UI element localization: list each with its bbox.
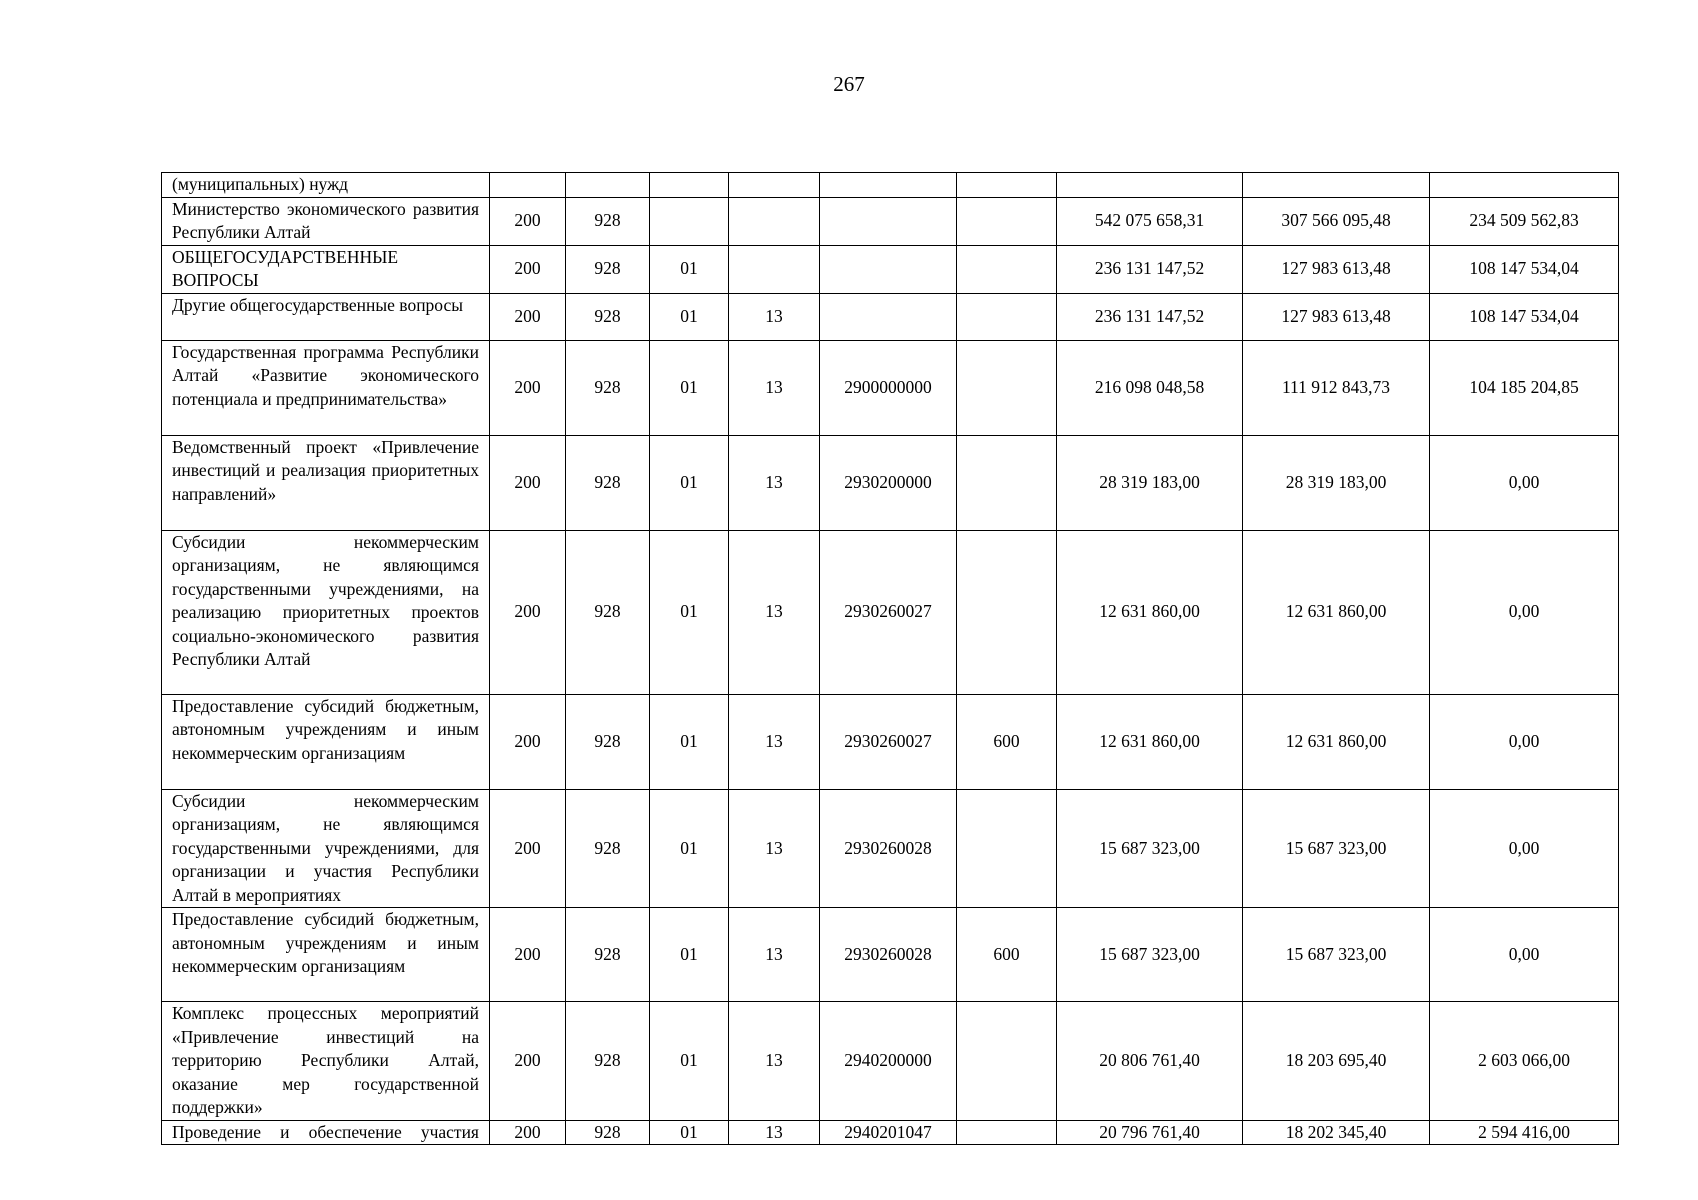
cell-section: 01 [650,694,729,789]
cell-expense-type [957,293,1057,340]
cell-amount-3: 0,00 [1430,435,1619,530]
cell-amount-2: 18 202 345,40 [1243,1120,1430,1145]
cell-subsection: 13 [729,293,820,340]
cell-amount-2: 15 687 323,00 [1243,789,1430,908]
cell-amount-total: 236 131 147,52 [1057,245,1243,293]
cell-expense-type [957,340,1057,435]
cell-section: 01 [650,435,729,530]
cell-target-article [820,197,957,245]
cell-amount-3: 0,00 [1430,908,1619,1002]
cell-target-article: 2930260027 [820,530,957,694]
cell-amount-3: 234 509 562,83 [1430,197,1619,245]
cell-code: 200 [490,789,566,908]
cell-section: 01 [650,340,729,435]
budget-table [161,172,1619,1145]
cell-ministry: 928 [566,1120,650,1145]
row-name: ОБЩЕГОСУДАРСТВЕННЫЕ ВОПРОСЫ [162,245,490,293]
table-row [162,197,1619,245]
cell-subsection: 13 [729,908,820,1002]
cell-expense-type [957,197,1057,245]
cell-ministry: 928 [566,789,650,908]
cell-code: 200 [490,694,566,789]
cell-subsection: 13 [729,340,820,435]
table-row [162,435,1619,530]
cell-subsection [729,173,820,198]
cell-section: 01 [650,1120,729,1145]
cell-ministry: 928 [566,197,650,245]
cell-amount-3: 108 147 534,04 [1430,293,1619,340]
row-name: Субсидии некоммерческим организациям, не являющимся государственными учреждениями, для организации и участия Республики Алтай в мероприятиях [162,789,490,908]
cell-amount-total: 12 631 860,00 [1057,694,1243,789]
cell-code: 200 [490,435,566,530]
row-name: Министерство экономического развития Республики Алтай [162,197,490,245]
table-row [162,1002,1619,1121]
cell-subsection [729,245,820,293]
cell-amount-total: 20 806 761,40 [1057,1002,1243,1121]
cell-amount-total: 216 098 048,58 [1057,340,1243,435]
cell-amount-total: 542 075 658,31 [1057,197,1243,245]
cell-code: 200 [490,1002,566,1121]
cell-amount-total: 12 631 860,00 [1057,530,1243,694]
cell-target-article: 2930260028 [820,908,957,1002]
cell-amount-3: 104 185 204,85 [1430,340,1619,435]
table-row [162,1120,1619,1145]
cell-expense-type [957,1120,1057,1145]
cell-target-article [820,245,957,293]
cell-section [650,197,729,245]
cell-target-article [820,293,957,340]
row-name: Предоставление субсидий бюджетным, автономным учреждениям и иным некоммерческим организациям [162,908,490,1002]
cell-section: 01 [650,789,729,908]
cell-amount-2: 127 983 613,48 [1243,245,1430,293]
cell-amount-3: 0,00 [1430,530,1619,694]
cell-expense-type: 600 [957,694,1057,789]
cell-amount-2: 307 566 095,48 [1243,197,1430,245]
cell-code [490,173,566,198]
cell-amount-total: 15 687 323,00 [1057,908,1243,1002]
cell-amount-3: 0,00 [1430,789,1619,908]
cell-expense-type: 600 [957,908,1057,1002]
row-name: Предоставление субсидий бюджетным, автономным учреждениям и иным некоммерческим организациям [162,694,490,789]
cell-subsection: 13 [729,1002,820,1121]
cell-subsection: 13 [729,694,820,789]
cell-ministry: 928 [566,1002,650,1121]
table-row [162,789,1619,908]
cell-amount-2: 12 631 860,00 [1243,694,1430,789]
cell-amount-2: 18 203 695,40 [1243,1002,1430,1121]
row-name: Ведомственный проект «Привлечение инвестиций и реализация приоритетных направлений» [162,435,490,530]
cell-target-article: 2930260027 [820,694,957,789]
cell-target-article: 2930200000 [820,435,957,530]
row-name: Проведение и обеспечение участия [162,1120,490,1145]
cell-section: 01 [650,530,729,694]
cell-section: 01 [650,293,729,340]
cell-target-article: 2930260028 [820,789,957,908]
cell-subsection [729,197,820,245]
cell-target-article [820,173,957,198]
cell-ministry [566,173,650,198]
cell-expense-type [957,1002,1057,1121]
cell-amount-3: 2 603 066,00 [1430,1002,1619,1121]
cell-amount-2: 127 983 613,48 [1243,293,1430,340]
table-row [162,694,1619,789]
page-number: 267 [833,72,865,96]
cell-code: 200 [490,908,566,1002]
cell-ministry: 928 [566,530,650,694]
row-name: Другие общегосударственные вопросы [162,293,490,340]
cell-amount-2: 15 687 323,00 [1243,908,1430,1002]
cell-expense-type [957,435,1057,530]
cell-expense-type [957,173,1057,198]
cell-amount-3 [1430,173,1619,198]
cell-section: 01 [650,245,729,293]
cell-amount-2 [1243,173,1430,198]
cell-code: 200 [490,293,566,340]
cell-code: 200 [490,1120,566,1145]
cell-target-article: 2900000000 [820,340,957,435]
table-row [162,173,1619,198]
cell-target-article: 2940201047 [820,1120,957,1145]
cell-section [650,173,729,198]
cell-subsection: 13 [729,789,820,908]
cell-amount-3: 2 594 416,00 [1430,1120,1619,1145]
cell-amount-total: 15 687 323,00 [1057,789,1243,908]
cell-code: 200 [490,340,566,435]
cell-amount-total: 28 319 183,00 [1057,435,1243,530]
cell-amount-3: 0,00 [1430,694,1619,789]
cell-code: 200 [490,197,566,245]
cell-code: 200 [490,530,566,694]
cell-amount-total: 20 796 761,40 [1057,1120,1243,1145]
table-row [162,293,1619,340]
cell-amount-3: 108 147 534,04 [1430,245,1619,293]
row-name: (муниципальных) нужд [162,173,490,198]
cell-ministry: 928 [566,908,650,1002]
cell-amount-total: 236 131 147,52 [1057,293,1243,340]
cell-subsection: 13 [729,435,820,530]
cell-target-article: 2940200000 [820,1002,957,1121]
cell-subsection: 13 [729,530,820,694]
cell-amount-2: 12 631 860,00 [1243,530,1430,694]
row-name: Комплекс процессных мероприятий «Привлечение инвестиций на территорию Республики Алтай, оказание мер государственной поддержки» [162,1002,490,1121]
cell-amount-2: 28 319 183,00 [1243,435,1430,530]
cell-ministry: 928 [566,340,650,435]
cell-ministry: 928 [566,245,650,293]
cell-amount-2: 111 912 843,73 [1243,340,1430,435]
table-row [162,340,1619,435]
cell-expense-type [957,530,1057,694]
table-row [162,908,1619,1002]
table-row [162,245,1619,293]
cell-section: 01 [650,908,729,1002]
cell-section: 01 [650,1002,729,1121]
row-name: Субсидии некоммерческим организациям, не являющимся государственными учреждениями, на реализацию приоритетных проектов социально-экономического развития Республики Алтай [162,530,490,694]
table-row [162,530,1619,694]
cell-subsection: 13 [729,1120,820,1145]
cell-amount-total [1057,173,1243,198]
cell-ministry: 928 [566,435,650,530]
row-name: Государственная программа Республики Алтай «Развитие экономического потенциала и предпринимательства» [162,340,490,435]
cell-ministry: 928 [566,293,650,340]
cell-expense-type [957,789,1057,908]
cell-code: 200 [490,245,566,293]
cell-expense-type [957,245,1057,293]
cell-ministry: 928 [566,694,650,789]
